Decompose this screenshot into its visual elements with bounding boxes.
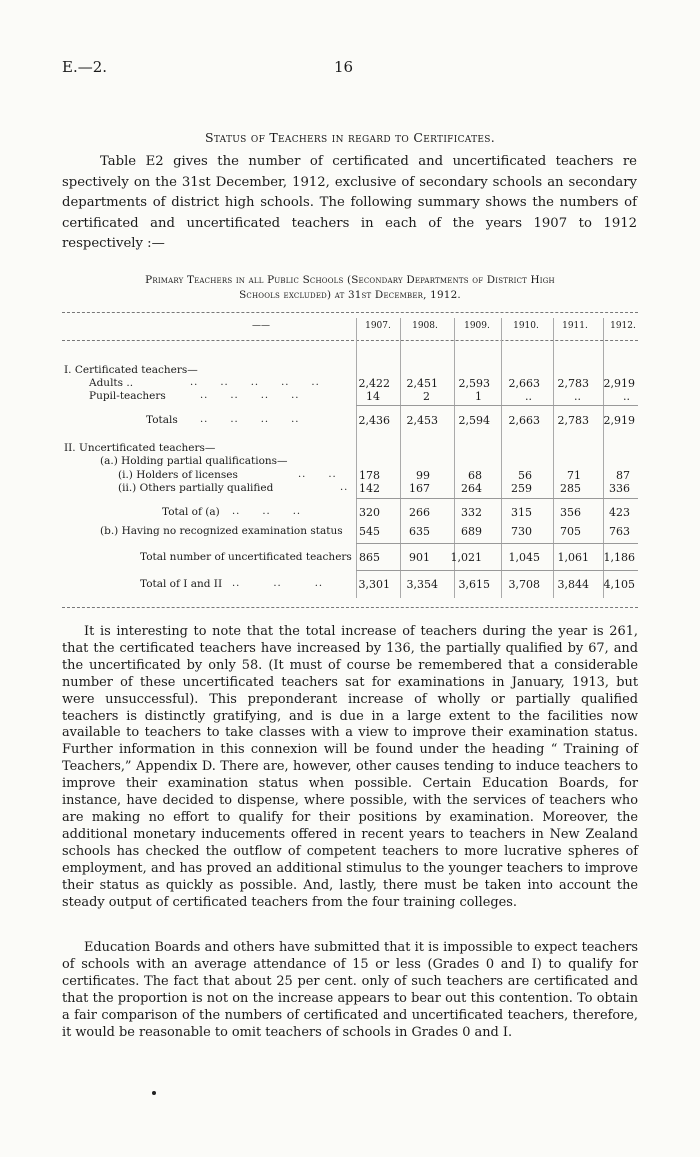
column-header-1908: 1908. xyxy=(412,321,438,331)
table-cell: 264 xyxy=(461,482,482,495)
table-cell: 2,783 xyxy=(557,414,589,427)
table-cell: 1 xyxy=(475,390,482,403)
table-cell: 689 xyxy=(461,525,482,538)
table-cell: 14 xyxy=(366,390,380,403)
table-cell: 2,451 xyxy=(406,377,438,390)
table-cell: 1,045 xyxy=(508,551,540,564)
table-cell: 423 xyxy=(609,506,630,519)
table-cell: 178 xyxy=(359,469,380,482)
table-cell: 266 xyxy=(409,506,430,519)
row-label: (ii.) Others partially qualified xyxy=(118,482,274,494)
table-cell: 356 xyxy=(560,506,581,519)
table-cell: 2,919 xyxy=(603,377,635,390)
row-label: Total of I and II xyxy=(140,578,223,590)
table-cell: 71 xyxy=(567,469,581,482)
col-divider xyxy=(356,318,357,598)
leader-dots: .. .. .. xyxy=(232,578,324,589)
subtotal-rule xyxy=(356,405,638,406)
column-header-1910: 1910. xyxy=(513,321,539,331)
table-cell: 315 xyxy=(511,506,532,519)
table-cell: 2,593 xyxy=(458,377,490,390)
row-label: I. Certificated teachers— xyxy=(64,364,198,376)
leader-dots: .. .. xyxy=(298,469,337,480)
column-header-1907: 1907. xyxy=(365,321,391,331)
table-cell: 68 xyxy=(468,469,482,482)
header-series-label: E.—2. xyxy=(62,58,108,76)
table-cell: 3,615 xyxy=(458,578,490,591)
table-caption xyxy=(70,273,630,303)
table-cell: 2,919 xyxy=(603,414,635,427)
col-divider xyxy=(400,318,401,598)
row-label: (b.) Having no recognized examination status xyxy=(100,525,343,537)
table-cell: 705 xyxy=(560,525,581,538)
leader-dots: .. .. .. .. .. xyxy=(190,377,320,388)
table-cell: 635 xyxy=(409,525,430,538)
table-cell: 1,186 xyxy=(603,551,635,564)
body-paragraph-3: Education Boards and others have submitted that it is impossible to expect teachers of schools with an average attendance of 15 or less (Grades 0 and I) to qualify for certificates. The fact that about 25 per cent. only of such teachers are certificated and that the proportion is not on the increase appears to bear out this contention. To obtain a fair comparison of the numbers of certificated and uncertificated teachers, therefore, it would be reasonable to omit teachers of schools in Grades 0 and I. xyxy=(62,940,638,1040)
table-cell: 2,594 xyxy=(458,414,490,427)
table-cell: 2,783 xyxy=(557,377,589,390)
table-header-rule xyxy=(62,340,638,341)
page-mark-dot xyxy=(152,1091,156,1095)
subtotal-rule xyxy=(356,498,638,499)
section-title: Status of Teachers in regard to Certificates. xyxy=(204,130,495,145)
table-cell: 87 xyxy=(616,469,630,482)
table-cell: 545 xyxy=(359,525,380,538)
column-header-1909: 1909. xyxy=(464,321,490,331)
table-cell: 2,663 xyxy=(508,414,540,427)
subtotal-rule xyxy=(356,543,638,544)
table-cell: 259 xyxy=(511,482,532,495)
subtotal-rule xyxy=(356,570,638,571)
table-cell: 285 xyxy=(560,482,581,495)
table-bottom-rule xyxy=(62,607,638,608)
table-cell: 3,301 xyxy=(358,578,390,591)
leader-dots: .. .. .. xyxy=(232,506,302,517)
table-cell: 2,663 xyxy=(508,377,540,390)
row-label: (a.) Holding partial qualifications— xyxy=(100,455,288,467)
col-divider xyxy=(553,318,554,598)
table-cell: 332 xyxy=(461,506,482,519)
table-cell: 2,422 xyxy=(358,377,390,390)
table-cell: 1,061 xyxy=(557,551,589,564)
table-cell: 3,844 xyxy=(557,578,589,591)
table-cell: 99 xyxy=(416,469,430,482)
row-label: Total number of uncertificated teachers xyxy=(140,551,352,563)
table-caption-line2: Schools excluded) at 31st December, 1912. xyxy=(239,289,461,301)
row-label: (i.) Holders of licenses xyxy=(118,469,238,481)
table-cell: 2,453 xyxy=(406,414,438,427)
column-header-1912: 1912. xyxy=(610,321,636,331)
table-cell: 142 xyxy=(359,482,380,495)
table-cell: .. xyxy=(574,390,581,403)
leader-dots: .. .. .. .. xyxy=(200,414,300,425)
table-top-rule xyxy=(62,312,638,313)
table-cell: 1,021 xyxy=(450,551,482,564)
table-caption-line1: Primary Teachers in all Public Schools (Secondary Departments of District High xyxy=(145,274,555,286)
table-cell: 2,436 xyxy=(358,414,390,427)
table-cell: 3,354 xyxy=(406,578,438,591)
body-paragraph-2: It is interesting to note that the total increase of teachers during the year is 261, that the certificated teachers have increased by 136, the partially qualified by 67, and the uncertificated by only 58. (It must of course be remembered that a considerable number of these uncertificated teachers sat for examinations in January, 1913, but were unsuccessful). This preponderant increase of wholly or partially qualified teachers is distinctly gratifying, and is due in a large extent to the facilities now available to teachers to take classes with a view to improve their examination status. Further information in this connexion will be found under the heading “ Training of Teachers,” Appendix D. There are, however, other causes tending to induce teachers to improve their examination status when possible. Certain Education Boards, for instance, have decided to dispense, where possible, with the services of teachers who are making no effort to qualify for their positions by examination. Moreover, the additional monetary inducements offered in recent years to teachers in New Zealand schools has checked the outflow of competent teachers to more lucrative spheres of employment, and has proved an additional stimulus to the younger teachers to improve their status as quickly as possible. And, lastly, there must be taken into account the steady output of certificated teachers from the four training colleges. xyxy=(62,624,638,910)
row-label: Adults .. xyxy=(89,377,134,389)
table-corner: —— xyxy=(252,321,270,331)
leader-dots: .. xyxy=(340,482,349,493)
table-cell: 763 xyxy=(609,525,630,538)
intro-paragraph: Table E2 gives the number of certificated and uncertificated teachers re spectively on the 31st December, 1912, exclusive of secondary schools an secondary departments of district high schools. The following summary shows the numbers of certificated and uncertificated teachers in each of the years 1907 to 1912 respectively :— xyxy=(62,154,637,251)
table-cell: 865 xyxy=(359,551,380,564)
table-cell: 167 xyxy=(409,482,430,495)
table-cell: 2 xyxy=(423,390,430,403)
leader-dots: .. .. .. .. xyxy=(200,390,300,401)
table-cell: 730 xyxy=(511,525,532,538)
table-cell: 3,708 xyxy=(508,578,540,591)
table-cell: 336 xyxy=(609,482,630,495)
row-label: Total of (a) xyxy=(162,506,220,518)
column-header-1911: 1911. xyxy=(562,321,588,331)
table-cell: .. xyxy=(623,390,630,403)
row-label: II. Uncertificated teachers— xyxy=(64,442,216,454)
table-cell: 320 xyxy=(359,506,380,519)
table-cell: 56 xyxy=(518,469,532,482)
page-number: 16 xyxy=(334,58,354,76)
row-label: Totals xyxy=(146,414,178,426)
table-cell: 901 xyxy=(409,551,430,564)
col-divider xyxy=(501,318,502,598)
table-cell: 4,105 xyxy=(603,578,635,591)
table-cell: .. xyxy=(525,390,532,403)
row-label: Pupil-teachers xyxy=(89,390,166,402)
